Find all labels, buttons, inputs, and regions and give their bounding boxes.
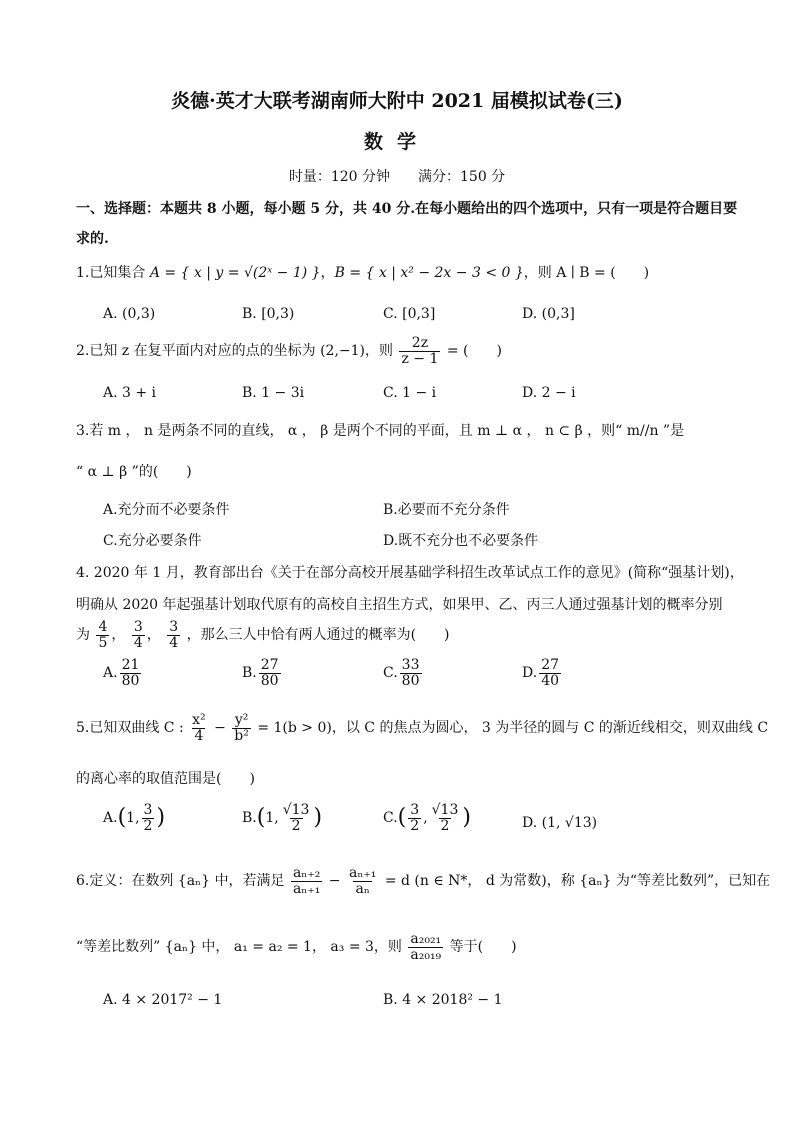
q3-option-b: B.必要而不充分条件	[383, 502, 510, 518]
set-a: A = { x | y = √(2ˣ − 1) }	[149, 265, 321, 281]
q5-option-a: A.(1, $\frac{3}{2}$ )	[103, 802, 166, 834]
section-heading-line2: 求的.	[76, 231, 109, 247]
q4-option-a: A. $\frac{21}{80}$	[103, 657, 140, 689]
q4-option-d: D. $\frac{27}{40}$	[522, 657, 560, 689]
question-4-line3: 为 $\frac{4}{5}$ ， $\frac{3}{4}$ ， $\frac{3}{4}$ ，那么三人中恰有两人通过的概率为( )	[76, 619, 450, 651]
section-heading-line1: 一、选择题：本题共 8 小题，每小题 5 分，共 40 分.在每小题给出的四个选项中，只有一项是符合题目要	[76, 201, 738, 217]
question-6-line2: “等差比数列” {aₙ} 中， a₁ = a₂ = 1， a₃ = 3，则 $\frac{\text{a₂₀₂₁}}{\text{a₂₀₁₉}}$ 等于( )	[76, 931, 517, 963]
q2-option-a: A. 3 + i	[103, 385, 157, 401]
q4-option-b: B. $\frac{27}{80}$	[242, 657, 279, 689]
exam-meta: 时量：120 分钟 满分：150 分	[288, 169, 506, 185]
question-2: 2.已知 z 在复平面内对应的点的坐标为 (2,−1)，则 $\frac{2z}{z - 1}$ = ( )	[76, 335, 502, 367]
question-1: 1.已知集合 A = { x | y = √(2ˣ − 1) }，B = { x | x² − 2x − 3 < 0 }，则 A ∣ B = ( )	[76, 265, 650, 281]
question-3-line2: “ α ⊥ β ”的( )	[76, 464, 192, 480]
prob-jia: $\frac{4}{5}$	[98, 619, 108, 651]
question-4-line1: 4. 2020 年 1 月，教育部出台《关于在部分高校开展基础学科招生改革试点工作的意见》(简称“强基计划)，	[76, 565, 744, 581]
question-3-line1: 3.若 m ， n 是两条不同的直线， α ， β 是两个不同的平面，且 m ⊥ α ， n ⊂ β ，则“ m//n ”是	[76, 423, 685, 439]
set-b: B = { x | x² − 2x − 3 < 0 }	[334, 265, 524, 281]
exam-title: 炎德·英才大联考湖南师大附中 2021 届模拟试卷(三)	[171, 90, 623, 112]
question-5-line1: 5.已知双曲线 C : $\frac{\text{x²}}{4}$ − $\frac{\text{y²}}{\text{b²}}$ = 1(b > 0)，以 C 的焦点为圆心， 3 为半径的圆与 C 的渐近线相交，则双曲线 C	[76, 712, 769, 744]
q2-fraction: $\frac{2z}{z - 1}$	[401, 335, 439, 367]
q2-option-b: B. 1 − 3i	[242, 385, 305, 401]
q3-option-d: D.既不充分也不必要条件	[383, 533, 539, 549]
q3-option-c: C.充分必要条件	[103, 533, 202, 549]
prob-bing: $\frac{3}{4}$	[169, 619, 179, 651]
q6-option-a: A. 4 × 2017² − 1	[103, 992, 223, 1008]
q4-option-c: C. $\frac{33}{80}$	[383, 657, 420, 689]
q5-option-c: C.( $\frac{3}{2}$ , $\frac{√13}{2}$ )	[383, 802, 471, 834]
question-4-line2: 明确从 2020 年起强基计划取代原有的高校自主招生方式，如果甲、乙、丙三人通过强基计划的概率分别	[76, 597, 723, 613]
q3-option-a: A.充分而不必要条件	[103, 502, 230, 518]
q5-option-b: B.(1, $\frac{√13}{2}$ )	[242, 802, 323, 834]
q2-option-d: D. 2 − i	[522, 385, 576, 401]
subject-title: 数学	[363, 131, 430, 153]
q6-option-b: B. 4 × 2018² − 1	[383, 992, 503, 1008]
question-6-line1: 6.定义：在数列 {aₙ} 中，若满足 $\frac{\text{aₙ₊₂}}{\text{aₙ₊₁}}$ − $\frac{\text{aₙ₊₁}}{\text{aₙ}}$ = d (n ∈ N*， d 为常数)，称 {aₙ} 为“等差比数列”，已知在	[76, 865, 771, 897]
q1-option-d: D. (0,3]	[522, 306, 575, 322]
q2-option-c: C. 1 − i	[383, 385, 437, 401]
q5-option-d: D. (1, √13)	[522, 815, 598, 831]
q1-option-b: B. [0,3)	[242, 306, 295, 322]
q1-option-c: C. [0,3]	[383, 306, 436, 322]
question-5-line2: 的离心率的取值范围是( )	[76, 771, 255, 787]
q1-option-a: A. (0,3)	[103, 306, 156, 322]
prob-yi: $\frac{3}{4}$	[133, 619, 143, 651]
